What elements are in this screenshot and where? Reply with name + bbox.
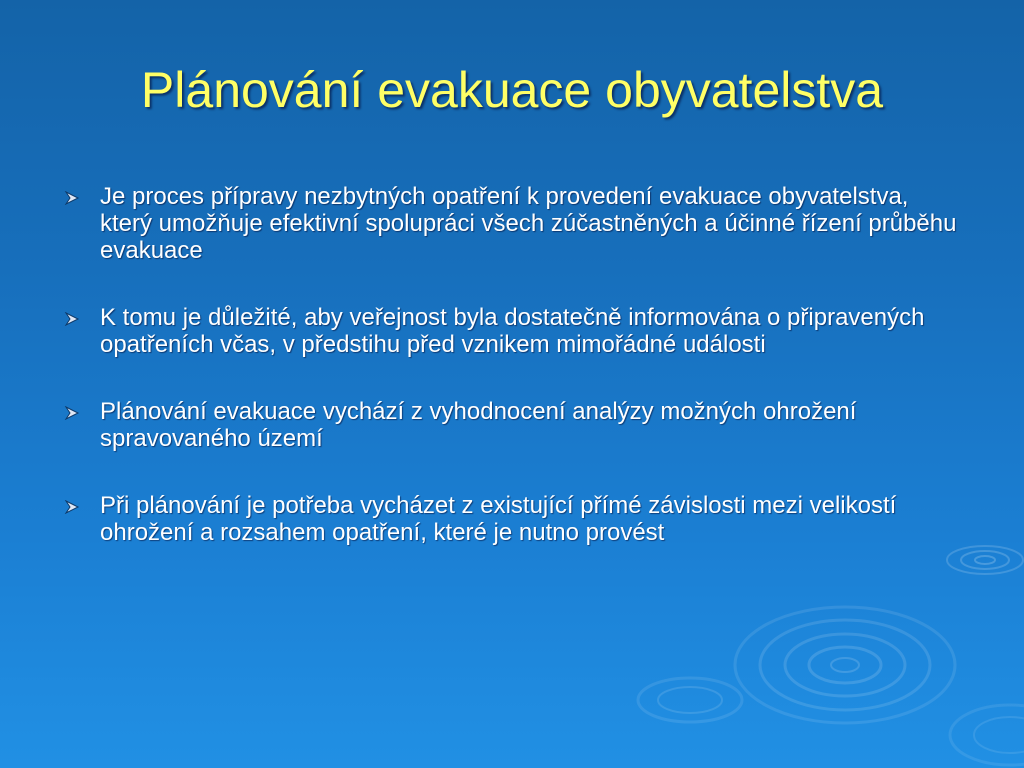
slide-title: Plánování evakuace obyvatelstva: [140, 62, 884, 118]
arrow-bullet-icon: [64, 500, 80, 514]
arrow-bullet-icon: [64, 406, 80, 420]
arrow-bullet-icon: [64, 312, 80, 326]
bullet-item: [64, 183, 964, 264]
arrow-bullet-icon: [64, 191, 80, 205]
bullet-item: [64, 398, 964, 452]
bullet-text: Plánování evakuace vychází z vyhodnocení analýzy možných ohrožení spravovaného území: [100, 398, 857, 452]
bullet-list: [64, 183, 964, 546]
bullet-item: [64, 492, 964, 546]
bullet-text: K tomu je důležité, aby veřejnost byla dostatečně informována o připravených opatřeních včas, v předstihu před vznikem mimořádné události: [100, 304, 925, 358]
bullet-text: Je proces přípravy nezbytných opatření k provedení evakuace obyvatelstva, který umožňuje efektivní spolupráci všech zúčastněných a účinné řízení průběhu evakuace: [100, 183, 957, 264]
bullet-text: Při plánování je potřeba vycházet z existující přímé závislosti mezi velikostí ohrožení a rozsahem opatření, které je nutno provést: [100, 492, 897, 546]
bullet-item: [64, 304, 964, 358]
